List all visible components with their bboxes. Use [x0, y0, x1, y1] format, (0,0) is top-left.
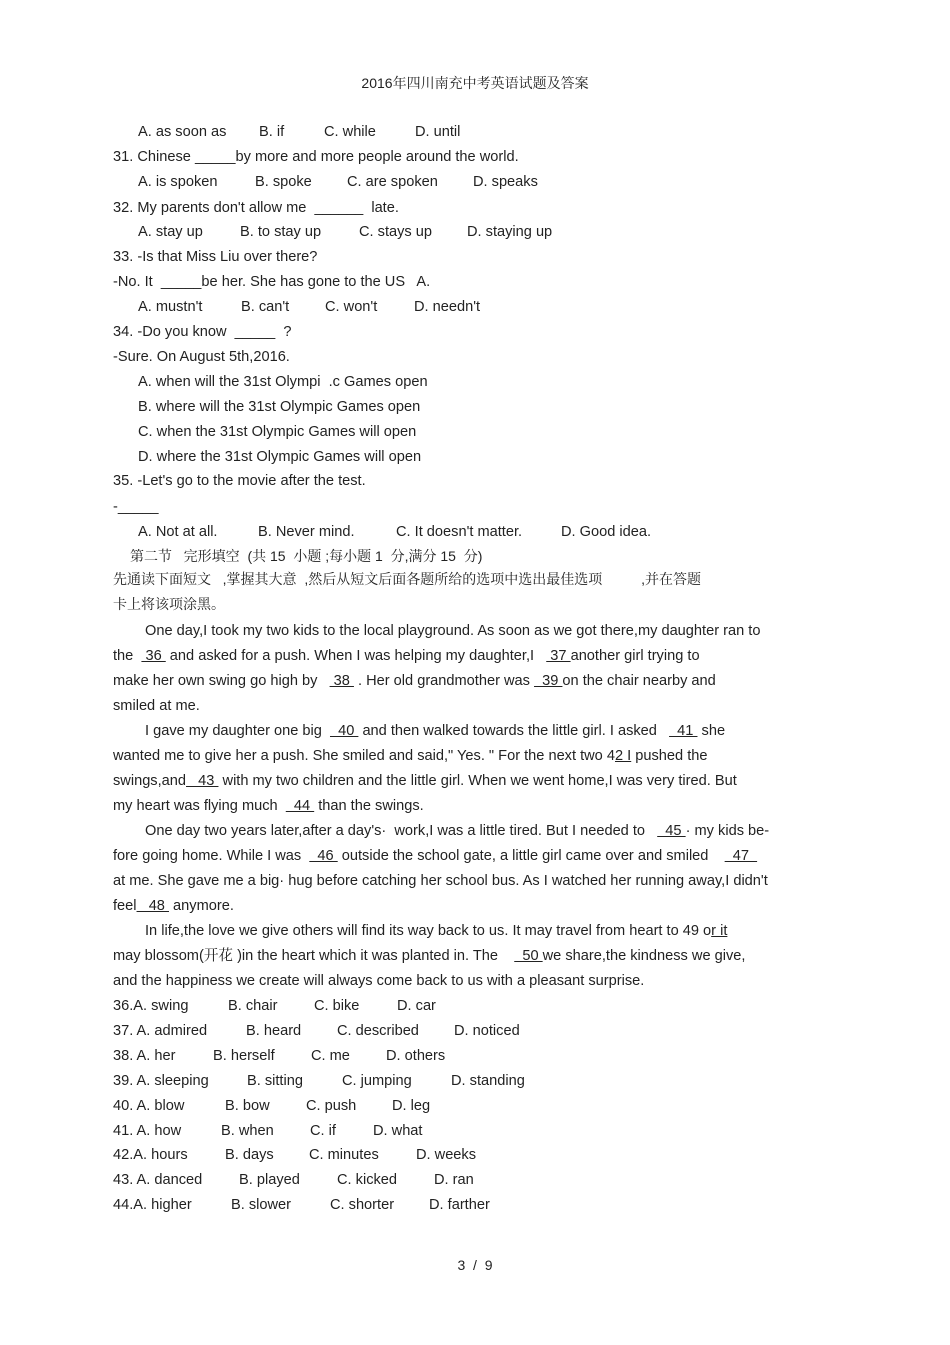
passage-line: swings,and 43 with my two children and the little girl. When we went home,I was very tired. But: [113, 773, 737, 789]
cloze-43-option-b: B. played: [239, 1172, 300, 1188]
cloze-36-option-b: B. chair: [228, 998, 278, 1014]
q31-option-b: B. spoke: [255, 174, 312, 190]
cloze-39-option-d: D. standing: [451, 1073, 525, 1089]
q30-option-a: A. as soon as: [138, 124, 227, 140]
cloze-42-option-c: C. minutes: [309, 1147, 379, 1163]
section-instruction-line2: 卡上将该项涂黑。: [113, 596, 225, 612]
cloze-42-option-d: D. weeks: [416, 1147, 477, 1163]
cloze-36-option-d: D. car: [397, 998, 436, 1014]
cloze-40-option-c: C. push: [306, 1098, 357, 1114]
q32-option-c: C. stays up: [359, 224, 432, 240]
cloze-38-option-d: D. others: [386, 1048, 446, 1064]
q32-stem: 32. My parents don't allow me ______ late.: [113, 200, 399, 216]
passage-line: make her own swing go high by 38 . Her old grandmother was 39 on the chair nearby and: [113, 673, 716, 689]
passage-line: fore going home. While I was 46 outside the school gate, a little girl came over and smiled 47: [113, 848, 758, 864]
cloze-36-option-a: 36.A. swing: [113, 998, 189, 1014]
cloze-37-option-c: C. described: [337, 1023, 419, 1039]
cloze-44-option-d: D. farther: [429, 1197, 490, 1213]
q32-option-d: D. staying up: [467, 224, 553, 240]
cloze-40-option-a: 40. A. blow: [113, 1098, 185, 1114]
q33-option-b: B. can't: [241, 299, 290, 315]
cloze-44-option-a: 44.A. higher: [113, 1197, 192, 1213]
q31-option-a: A. is spoken: [138, 174, 218, 190]
blank-37: 37: [546, 648, 571, 664]
passage-line: may blossom(开花 )in the heart which it was planted in. The 50 we share,the kindness we give,: [113, 948, 746, 964]
passage-line: at me. She gave me a big· hug before catching her school bus. As I watched her running away,I didn't: [113, 873, 768, 889]
cloze-43-option-c: C. kicked: [337, 1172, 398, 1188]
passage-line: and the happiness we create will always come back to us with a pleasant surprise.: [113, 973, 645, 989]
blank-42: 2 I: [614, 748, 632, 764]
blank-40: 40: [329, 723, 359, 739]
cloze-38-option-b: B. herself: [213, 1048, 275, 1064]
cloze-44-option-c: C. shorter: [330, 1197, 395, 1213]
cloze-44-option-b: B. slower: [231, 1197, 292, 1213]
q35-reply: -_____: [113, 499, 159, 515]
cloze-43-option-d: D. ran: [434, 1172, 474, 1188]
q34-option-a: A. when will the 31st Olympi .c Games open: [138, 374, 428, 390]
cloze-37-option-b: B. heard: [246, 1023, 302, 1039]
cloze-40-option-d: D. leg: [392, 1098, 431, 1114]
passage-line: In life,the love we give others will find its way back to us. It may travel from heart to 49 or it: [145, 923, 728, 939]
cloze-39-option-b: B. sitting: [247, 1073, 303, 1089]
cloze-42-option-b: B. days: [225, 1147, 274, 1163]
q34-option-d: D. where the 31st Olympic Games will open: [138, 449, 422, 465]
cloze-36-option-c: C. bike: [314, 998, 360, 1014]
cloze-40-option-b: B. bow: [225, 1098, 270, 1114]
section-heading: 第二节 完形填空 (共 15 小题 ;每小题 1 分,满分 15 分): [130, 548, 483, 564]
cloze-42-option-a: 42.A. hours: [113, 1147, 188, 1163]
blank-38: 38: [329, 673, 354, 689]
cloze-39-option-c: C. jumping: [342, 1073, 412, 1089]
q35-stem: 35. -Let's go to the movie after the test.: [113, 473, 366, 489]
cloze-39-option-a: 39. A. sleeping: [113, 1073, 209, 1089]
q34-reply: -Sure. On August 5th,2016.: [113, 349, 290, 365]
passage-line: the 36 and asked for a push. When I was helping my daughter,I 37 another girl trying to: [113, 648, 700, 664]
cloze-41-option-d: D. what: [373, 1123, 423, 1139]
cloze-38-option-a: 38. A. her: [113, 1048, 176, 1064]
blank-39: 39: [534, 673, 563, 689]
cloze-37-option-d: D. noticed: [454, 1023, 520, 1039]
blank-47: 47: [724, 848, 758, 864]
q33-reply: -No. It _____be her. She has gone to the US A.: [113, 274, 431, 290]
passage-line: One day two years later,after a day's· work,I was a little tired. But I needed to 45 · my kids be-: [145, 823, 770, 839]
passage-line: wanted me to give her a push. She smiled and said," Yes. " For the next two 42 I pushed the: [113, 748, 708, 764]
passage-line: smiled at me.: [113, 698, 200, 714]
q34-stem: 34. -Do you know _____ ?: [113, 324, 292, 340]
passage-line: feel 48 anymore.: [113, 898, 234, 914]
q33-option-d: D. needn't: [414, 299, 481, 315]
q32-option-a: A. stay up: [138, 224, 203, 240]
q35-option-b: B. Never mind.: [258, 524, 355, 540]
page-number: 3 / 9: [457, 1257, 493, 1273]
cloze-41-option-c: C. if: [310, 1123, 336, 1139]
q30-option-c: C. while: [324, 124, 376, 140]
q32-option-b: B. to stay up: [240, 224, 322, 240]
cloze-43-option-a: 43. A. danced: [113, 1172, 203, 1188]
q31-stem: 31. Chinese _____by more and more people around the world.: [113, 149, 519, 165]
cloze-38-option-c: C. me: [311, 1048, 350, 1064]
q31-option-c: C. are spoken: [347, 174, 438, 190]
blank-45: 45: [657, 823, 686, 839]
q34-option-b: B. where will the 31st Olympic Games open: [138, 399, 421, 415]
q33-option-c: C. won't: [325, 299, 378, 315]
q35-option-c: C. It doesn't matter.: [396, 524, 523, 540]
passage-line: One day,I took my two kids to the local playground. As soon as we got there,my daughter ran to: [145, 623, 761, 639]
q34-option-c: C. when the 31st Olympic Games will open: [138, 424, 417, 440]
blank-41: 41: [669, 723, 698, 739]
blank-46: 46: [309, 848, 338, 864]
section-instruction-line1: 先通读下面短文 ,掌握其大意 ,然后从短文后面各题所给的选项中选出最佳选项 ,并在答题: [113, 571, 702, 587]
q31-option-d: D. speaks: [473, 174, 538, 190]
blank-44: 44: [285, 798, 315, 814]
q35-option-a: A. Not at all.: [138, 524, 218, 540]
passage-line: I gave my daughter one big 40 and then walked towards the little girl. I asked 41 she: [145, 723, 726, 739]
blank-43: 43: [186, 773, 219, 789]
cloze-41-option-b: B. when: [221, 1123, 274, 1139]
cloze-41-option-a: 41. A. how: [113, 1123, 182, 1139]
q33-option-a: A. mustn't: [138, 299, 203, 315]
q30-option-d: D. until: [415, 124, 461, 140]
blank-49: r it: [711, 923, 728, 939]
blank-48: 48: [136, 898, 169, 914]
q30-option-b: B. if: [259, 124, 285, 140]
q33-stem: 33. -Is that Miss Liu over there?: [113, 249, 318, 265]
page-title: 2016年四川南充中考英语试题及答案: [361, 75, 589, 91]
blank-50: 50: [514, 948, 543, 964]
blank-36: 36: [141, 648, 166, 664]
passage-line: my heart was flying much 44 than the swings.: [113, 798, 424, 814]
cloze-37-option-a: 37. A. admired: [113, 1023, 208, 1039]
q35-option-d: D. Good idea.: [561, 524, 652, 540]
